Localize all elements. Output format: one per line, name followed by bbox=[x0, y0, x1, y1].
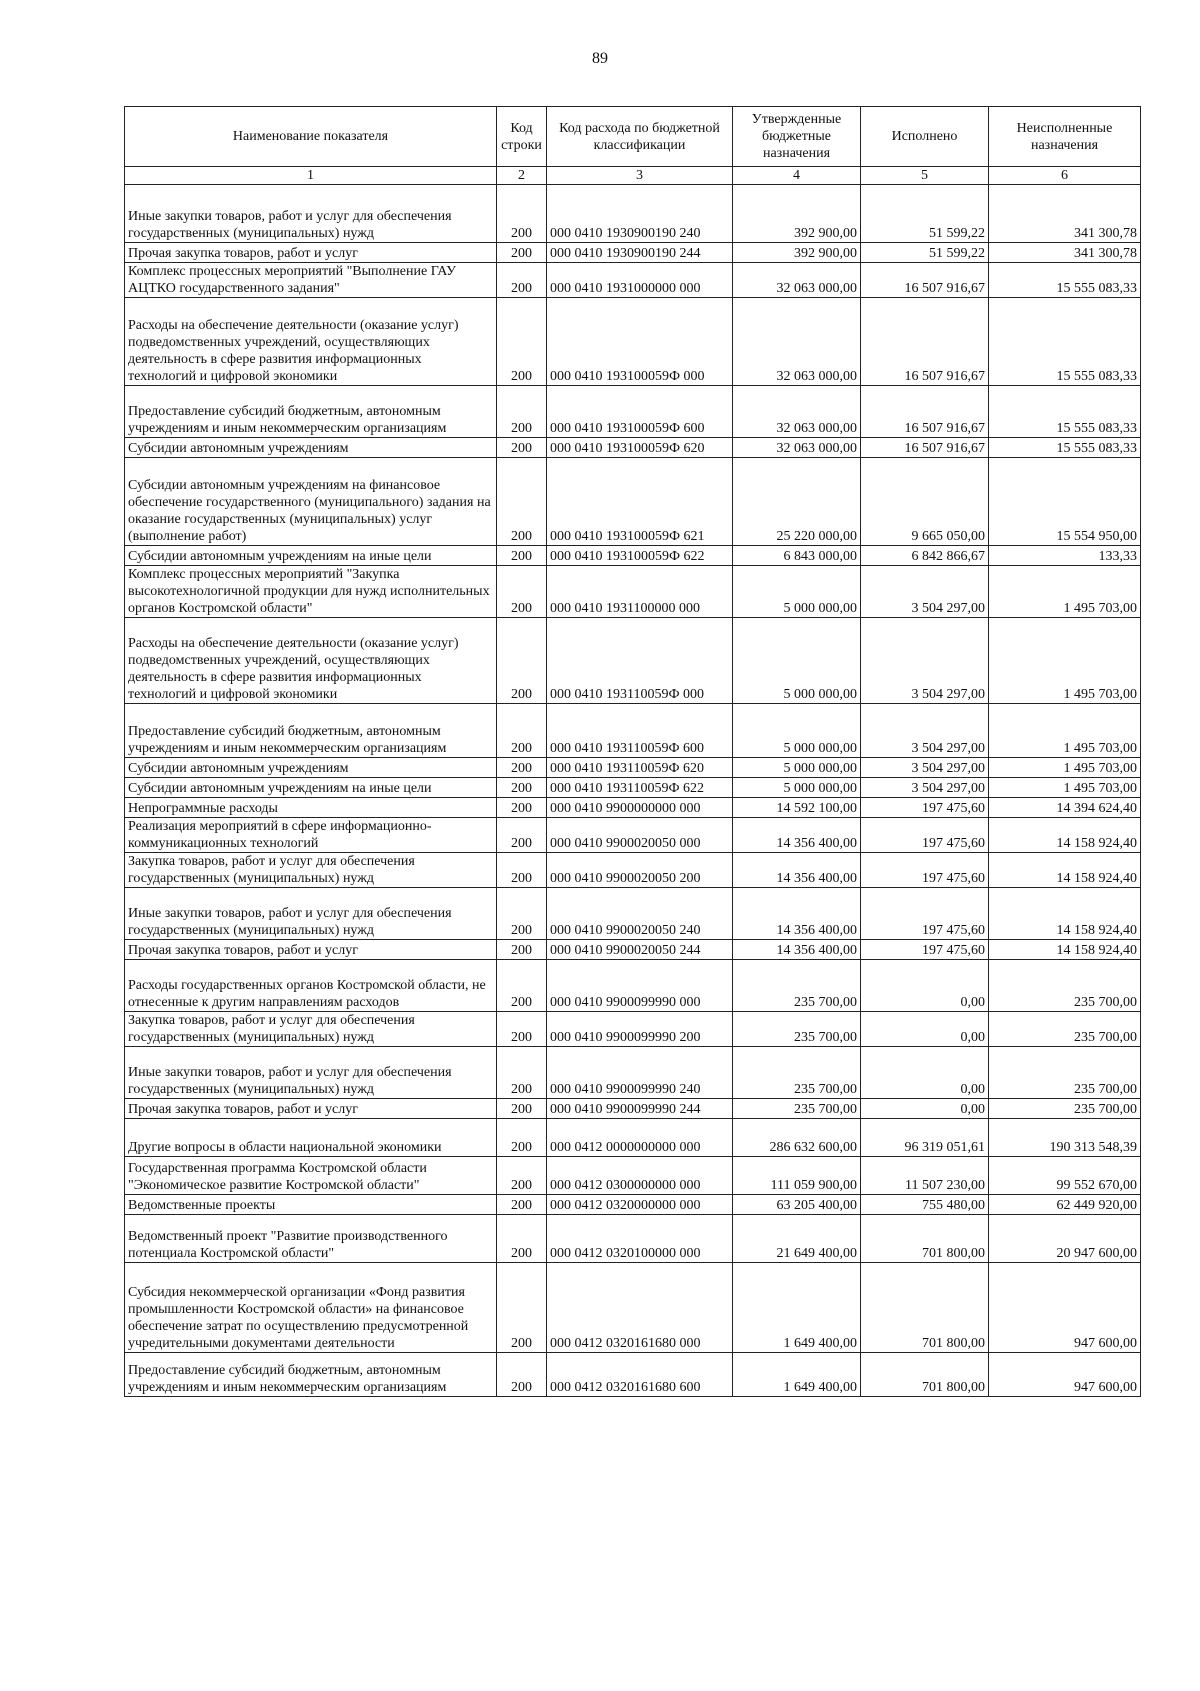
row-name: Реализация мероприятий в сфере информационно-коммуникационных технологий bbox=[125, 818, 497, 853]
row-unexecuted: 15 555 083,33 bbox=[989, 386, 1141, 438]
row-unexecuted: 15 555 083,33 bbox=[989, 263, 1141, 298]
table-row bbox=[125, 853, 1141, 888]
row-unexecuted: 235 700,00 bbox=[989, 1012, 1141, 1047]
table-row bbox=[125, 1047, 1141, 1099]
row-budget-code: 000 0410 9900099990 000 bbox=[547, 960, 733, 1012]
table-row bbox=[125, 888, 1141, 940]
row-executed: 9 665 050,00 bbox=[861, 458, 989, 546]
row-executed: 701 800,00 bbox=[861, 1263, 989, 1353]
row-unexecuted: 14 158 924,40 bbox=[989, 818, 1141, 853]
table-row bbox=[125, 1012, 1141, 1047]
row-line-code: 200 bbox=[497, 1157, 547, 1195]
row-executed: 16 507 916,67 bbox=[861, 386, 989, 438]
row-unexecuted: 190 313 548,39 bbox=[989, 1119, 1141, 1157]
row-budget-code: 000 0410 9900020050 200 bbox=[547, 853, 733, 888]
row-name: Расходы государственных органов Костромской области, не отнесенные к другим направлениям расходов bbox=[125, 960, 497, 1012]
row-unexecuted: 15 555 083,33 bbox=[989, 438, 1141, 458]
col-header-executed: Исполнено bbox=[861, 107, 989, 167]
col-number: 1 bbox=[125, 167, 497, 185]
row-budget-code: 000 0412 0300000000 000 bbox=[547, 1157, 733, 1195]
table-row bbox=[125, 546, 1141, 566]
row-approved: 63 205 400,00 bbox=[733, 1195, 861, 1215]
row-name: Предоставление субсидий бюджетным, автономным учреждениям и иным некоммерческим организациям bbox=[125, 1353, 497, 1397]
row-approved: 32 063 000,00 bbox=[733, 298, 861, 386]
column-number-row bbox=[125, 167, 1141, 185]
row-executed: 3 504 297,00 bbox=[861, 758, 989, 778]
row-approved: 14 356 400,00 bbox=[733, 940, 861, 960]
table-row bbox=[125, 1119, 1141, 1157]
row-executed: 51 599,22 bbox=[861, 243, 989, 263]
table-row bbox=[125, 818, 1141, 853]
row-approved: 392 900,00 bbox=[733, 243, 861, 263]
row-line-code: 200 bbox=[497, 1012, 547, 1047]
row-budget-code: 000 0410 193100059Ф 622 bbox=[547, 546, 733, 566]
row-executed: 96 319 051,61 bbox=[861, 1119, 989, 1157]
row-name: Закупка товаров, работ и услуг для обеспечения государственных (муниципальных) нужд bbox=[125, 1012, 497, 1047]
row-name: Государственная программа Костромской области "Экономическое развитие Костромской области" bbox=[125, 1157, 497, 1195]
row-executed: 3 504 297,00 bbox=[861, 778, 989, 798]
row-executed: 701 800,00 bbox=[861, 1353, 989, 1397]
row-budget-code: 000 0410 9900000000 000 bbox=[547, 798, 733, 818]
row-executed: 16 507 916,67 bbox=[861, 298, 989, 386]
table-row bbox=[125, 960, 1141, 1012]
row-name: Субсидия некоммерческой организации «Фонд развития промышленности Костромской области» на финансовое обеспечение затрат по осуществлению предусмотренной учредительными документами деятельности bbox=[125, 1263, 497, 1353]
row-name: Иные закупки товаров, работ и услуг для обеспечения государственных (муниципальных) нужд bbox=[125, 1047, 497, 1099]
row-executed: 0,00 bbox=[861, 1047, 989, 1099]
row-name: Ведомственные проекты bbox=[125, 1195, 497, 1215]
row-line-code: 200 bbox=[497, 546, 547, 566]
table-row bbox=[125, 566, 1141, 618]
table-row bbox=[125, 438, 1141, 458]
table-row bbox=[125, 778, 1141, 798]
col-number: 2 bbox=[497, 167, 547, 185]
table-row bbox=[125, 1215, 1141, 1263]
row-name: Иные закупки товаров, работ и услуг для обеспечения государственных (муниципальных) нужд bbox=[125, 185, 497, 243]
col-number: 5 bbox=[861, 167, 989, 185]
row-budget-code: 000 0410 9900099990 244 bbox=[547, 1099, 733, 1119]
budget-execution-table bbox=[124, 106, 1141, 1397]
row-name: Субсидии автономным учреждениям на финансовое обеспечение государственного (муниципального) задания на оказание государственных (муниципальных) услуг (выполнение работ) bbox=[125, 458, 497, 546]
row-name: Предоставление субсидий бюджетным, автономным учреждениям и иным некоммерческим организациям bbox=[125, 704, 497, 758]
row-approved: 286 632 600,00 bbox=[733, 1119, 861, 1157]
row-budget-code: 000 0412 0000000000 000 bbox=[547, 1119, 733, 1157]
row-line-code: 200 bbox=[497, 566, 547, 618]
row-budget-code: 000 0410 9900020050 000 bbox=[547, 818, 733, 853]
row-budget-code: 000 0410 1931100000 000 bbox=[547, 566, 733, 618]
row-executed: 3 504 297,00 bbox=[861, 618, 989, 704]
row-name: Субсидии автономным учреждениям bbox=[125, 758, 497, 778]
row-budget-code: 000 0410 193110059Ф 000 bbox=[547, 618, 733, 704]
row-name: Прочая закупка товаров, работ и услуг bbox=[125, 243, 497, 263]
row-approved: 14 356 400,00 bbox=[733, 818, 861, 853]
table-row bbox=[125, 798, 1141, 818]
row-name: Закупка товаров, работ и услуг для обеспечения государственных (муниципальных) нужд bbox=[125, 853, 497, 888]
row-approved: 21 649 400,00 bbox=[733, 1215, 861, 1263]
row-name: Расходы на обеспечение деятельности (оказание услуг) подведомственных учреждений, осуществляющих деятельность в сфере развития информационных технологий и цифровой экономики bbox=[125, 618, 497, 704]
row-name: Иные закупки товаров, работ и услуг для обеспечения государственных (муниципальных) нужд bbox=[125, 888, 497, 940]
row-unexecuted: 15 555 083,33 bbox=[989, 298, 1141, 386]
row-line-code: 200 bbox=[497, 778, 547, 798]
table-row bbox=[125, 458, 1141, 546]
row-budget-code: 000 0412 0320161680 000 bbox=[547, 1263, 733, 1353]
row-approved: 5 000 000,00 bbox=[733, 778, 861, 798]
row-budget-code: 000 0410 193100059Ф 620 bbox=[547, 438, 733, 458]
row-executed: 16 507 916,67 bbox=[861, 438, 989, 458]
row-budget-code: 000 0410 9900020050 244 bbox=[547, 940, 733, 960]
row-line-code: 200 bbox=[497, 185, 547, 243]
row-approved: 5 000 000,00 bbox=[733, 704, 861, 758]
col-header-approved: Утвержденные бюджетные назначения bbox=[733, 107, 861, 167]
row-line-code: 200 bbox=[497, 1353, 547, 1397]
row-unexecuted: 62 449 920,00 bbox=[989, 1195, 1141, 1215]
row-executed: 197 475,60 bbox=[861, 888, 989, 940]
row-executed: 0,00 bbox=[861, 960, 989, 1012]
row-budget-code: 000 0410 193110059Ф 620 bbox=[547, 758, 733, 778]
table-row bbox=[125, 940, 1141, 960]
row-executed: 3 504 297,00 bbox=[861, 566, 989, 618]
table-row bbox=[125, 185, 1141, 243]
page-number: 89 bbox=[592, 50, 608, 67]
col-header-budget-code: Код расхода по бюджетной классификации bbox=[547, 107, 733, 167]
table-row bbox=[125, 263, 1141, 298]
row-line-code: 200 bbox=[497, 438, 547, 458]
row-approved: 25 220 000,00 bbox=[733, 458, 861, 546]
col-number: 3 bbox=[547, 167, 733, 185]
row-unexecuted: 1 495 703,00 bbox=[989, 566, 1141, 618]
row-line-code: 200 bbox=[497, 960, 547, 1012]
row-approved: 32 063 000,00 bbox=[733, 263, 861, 298]
row-unexecuted: 1 495 703,00 bbox=[989, 778, 1141, 798]
row-line-code: 200 bbox=[497, 458, 547, 546]
header-row bbox=[125, 107, 1141, 167]
row-executed: 6 842 866,67 bbox=[861, 546, 989, 566]
row-approved: 1 649 400,00 bbox=[733, 1263, 861, 1353]
row-budget-code: 000 0410 1930900190 244 bbox=[547, 243, 733, 263]
row-name: Предоставление субсидий бюджетным, автономным учреждениям и иным некоммерческим организациям bbox=[125, 386, 497, 438]
row-name: Субсидии автономным учреждениям на иные цели bbox=[125, 546, 497, 566]
row-budget-code: 000 0412 0320100000 000 bbox=[547, 1215, 733, 1263]
row-approved: 14 356 400,00 bbox=[733, 888, 861, 940]
table-row bbox=[125, 1263, 1141, 1353]
row-line-code: 200 bbox=[497, 263, 547, 298]
row-line-code: 200 bbox=[497, 853, 547, 888]
table-row bbox=[125, 1157, 1141, 1195]
row-executed: 16 507 916,67 bbox=[861, 263, 989, 298]
row-unexecuted: 14 394 624,40 bbox=[989, 798, 1141, 818]
row-name: Субсидии автономным учреждениям bbox=[125, 438, 497, 458]
row-unexecuted: 14 158 924,40 bbox=[989, 888, 1141, 940]
row-name: Прочая закупка товаров, работ и услуг bbox=[125, 940, 497, 960]
row-line-code: 200 bbox=[497, 1195, 547, 1215]
col-header-unexecuted: Неисполненные назначения bbox=[989, 107, 1141, 167]
row-executed: 701 800,00 bbox=[861, 1215, 989, 1263]
row-unexecuted: 235 700,00 bbox=[989, 1099, 1141, 1119]
row-approved: 5 000 000,00 bbox=[733, 566, 861, 618]
table-row bbox=[125, 386, 1141, 438]
row-line-code: 200 bbox=[497, 243, 547, 263]
row-approved: 6 843 000,00 bbox=[733, 546, 861, 566]
row-approved: 111 059 900,00 bbox=[733, 1157, 861, 1195]
row-budget-code: 000 0410 1930900190 240 bbox=[547, 185, 733, 243]
row-unexecuted: 341 300,78 bbox=[989, 243, 1141, 263]
table-row bbox=[125, 1195, 1141, 1215]
row-unexecuted: 235 700,00 bbox=[989, 960, 1141, 1012]
row-line-code: 200 bbox=[497, 940, 547, 960]
row-approved: 235 700,00 bbox=[733, 960, 861, 1012]
row-name: Субсидии автономным учреждениям на иные цели bbox=[125, 778, 497, 798]
row-approved: 5 000 000,00 bbox=[733, 758, 861, 778]
row-unexecuted: 14 158 924,40 bbox=[989, 853, 1141, 888]
row-approved: 14 592 100,00 bbox=[733, 798, 861, 818]
row-executed: 197 475,60 bbox=[861, 818, 989, 853]
row-budget-code: 000 0410 193100059Ф 621 bbox=[547, 458, 733, 546]
row-approved: 14 356 400,00 bbox=[733, 853, 861, 888]
row-line-code: 200 bbox=[497, 1215, 547, 1263]
row-name: Комплекс процессных мероприятий "Выполнение ГАУ АЦТКО государственного задания" bbox=[125, 263, 497, 298]
row-unexecuted: 133,33 bbox=[989, 546, 1141, 566]
row-name: Комплекс процессных мероприятий "Закупка высокотехнологичной продукции для нужд исполнительных органов Костромской области" bbox=[125, 566, 497, 618]
row-unexecuted: 341 300,78 bbox=[989, 185, 1141, 243]
row-line-code: 200 bbox=[497, 298, 547, 386]
row-approved: 235 700,00 bbox=[733, 1047, 861, 1099]
row-executed: 0,00 bbox=[861, 1012, 989, 1047]
row-unexecuted: 947 600,00 bbox=[989, 1263, 1141, 1353]
table-row bbox=[125, 243, 1141, 263]
row-name: Непрограммные расходы bbox=[125, 798, 497, 818]
row-unexecuted: 99 552 670,00 bbox=[989, 1157, 1141, 1195]
row-executed: 0,00 bbox=[861, 1099, 989, 1119]
row-line-code: 200 bbox=[497, 1099, 547, 1119]
row-unexecuted: 14 158 924,40 bbox=[989, 940, 1141, 960]
row-name: Расходы на обеспечение деятельности (оказание услуг) подведомственных учреждений, осуществляющих деятельность в сфере развития информационных технологий и цифровой экономики bbox=[125, 298, 497, 386]
row-line-code: 200 bbox=[497, 888, 547, 940]
row-line-code: 200 bbox=[497, 818, 547, 853]
row-budget-code: 000 0410 9900020050 240 bbox=[547, 888, 733, 940]
row-line-code: 200 bbox=[497, 1047, 547, 1099]
table-row bbox=[125, 298, 1141, 386]
row-budget-code: 000 0410 193100059Ф 000 bbox=[547, 298, 733, 386]
row-budget-code: 000 0410 193100059Ф 600 bbox=[547, 386, 733, 438]
row-executed: 3 504 297,00 bbox=[861, 704, 989, 758]
row-budget-code: 000 0412 0320000000 000 bbox=[547, 1195, 733, 1215]
row-executed: 197 475,60 bbox=[861, 853, 989, 888]
row-executed: 51 599,22 bbox=[861, 185, 989, 243]
table-row bbox=[125, 1353, 1141, 1397]
row-line-code: 200 bbox=[497, 758, 547, 778]
row-name: Другие вопросы в области национальной экономики bbox=[125, 1119, 497, 1157]
row-budget-code: 000 0410 193110059Ф 622 bbox=[547, 778, 733, 798]
row-line-code: 200 bbox=[497, 1263, 547, 1353]
row-line-code: 200 bbox=[497, 704, 547, 758]
row-executed: 11 507 230,00 bbox=[861, 1157, 989, 1195]
row-executed: 197 475,60 bbox=[861, 798, 989, 818]
row-approved: 235 700,00 bbox=[733, 1012, 861, 1047]
row-unexecuted: 1 495 703,00 bbox=[989, 618, 1141, 704]
col-header-line-code: Код строки bbox=[497, 107, 547, 167]
col-number: 6 bbox=[989, 167, 1141, 185]
row-budget-code: 000 0410 1931000000 000 bbox=[547, 263, 733, 298]
row-approved: 235 700,00 bbox=[733, 1099, 861, 1119]
row-name: Ведомственный проект "Развитие производственного потенциала Костромской области" bbox=[125, 1215, 497, 1263]
row-name: Прочая закупка товаров, работ и услуг bbox=[125, 1099, 497, 1119]
row-budget-code: 000 0410 193110059Ф 600 bbox=[547, 704, 733, 758]
row-approved: 5 000 000,00 bbox=[733, 618, 861, 704]
row-line-code: 200 bbox=[497, 386, 547, 438]
row-budget-code: 000 0412 0320161680 600 bbox=[547, 1353, 733, 1397]
row-line-code: 200 bbox=[497, 1119, 547, 1157]
row-approved: 32 063 000,00 bbox=[733, 438, 861, 458]
table-row bbox=[125, 704, 1141, 758]
row-unexecuted: 20 947 600,00 bbox=[989, 1215, 1141, 1263]
row-budget-code: 000 0410 9900099990 200 bbox=[547, 1012, 733, 1047]
row-line-code: 200 bbox=[497, 618, 547, 704]
row-unexecuted: 1 495 703,00 bbox=[989, 758, 1141, 778]
col-header-name: Наименование показателя bbox=[125, 107, 497, 167]
row-approved: 392 900,00 bbox=[733, 185, 861, 243]
table-row bbox=[125, 618, 1141, 704]
row-unexecuted: 1 495 703,00 bbox=[989, 704, 1141, 758]
row-unexecuted: 947 600,00 bbox=[989, 1353, 1141, 1397]
row-budget-code: 000 0410 9900099990 240 bbox=[547, 1047, 733, 1099]
row-line-code: 200 bbox=[497, 798, 547, 818]
row-approved: 1 649 400,00 bbox=[733, 1353, 861, 1397]
row-executed: 197 475,60 bbox=[861, 940, 989, 960]
table-row bbox=[125, 758, 1141, 778]
row-executed: 755 480,00 bbox=[861, 1195, 989, 1215]
row-unexecuted: 235 700,00 bbox=[989, 1047, 1141, 1099]
table-row bbox=[125, 1099, 1141, 1119]
col-number: 4 bbox=[733, 167, 861, 185]
row-unexecuted: 15 554 950,00 bbox=[989, 458, 1141, 546]
row-approved: 32 063 000,00 bbox=[733, 386, 861, 438]
